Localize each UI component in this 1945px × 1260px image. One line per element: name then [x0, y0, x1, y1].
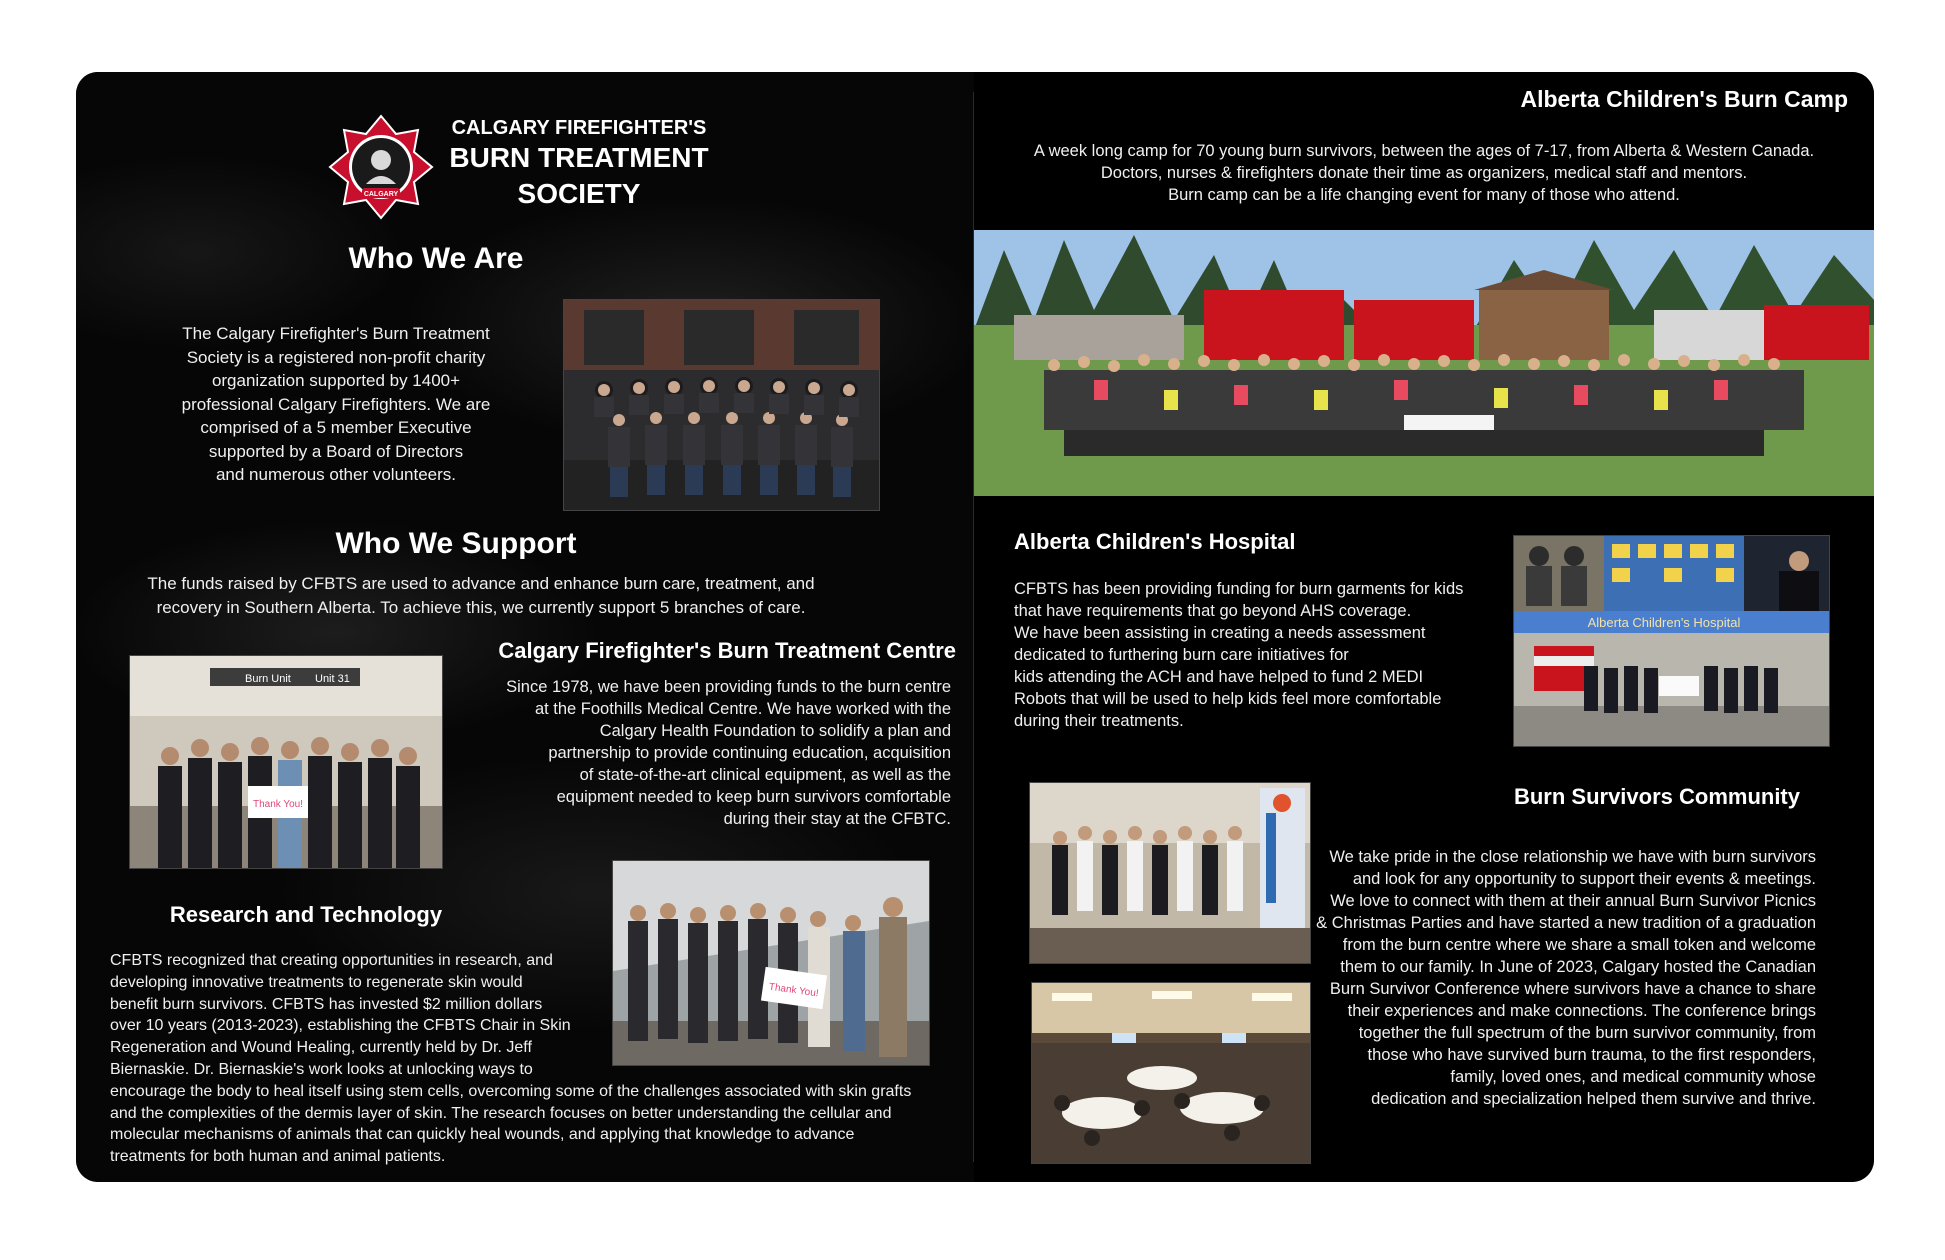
logo-badge-text: CALGARY — [363, 191, 399, 198]
burn-camp-group-photo — [974, 230, 1874, 496]
burn-camp-text: A week long camp for 70 young burn survivors, between the ages of 7-17, from Alberta & Western Canada. Doctors, nurses & firefighters donate their time as organizers, medical staff and mentors. Burn camp can be a life changing event for many of those who attend. — [1033, 142, 1815, 204]
treatment-centre-text: Since 1978, we have been providing funds to the burn centre at the Foothills Medical Centre. We have worked with the Calgary Health Foundation to solidify a plan and partnership to provide continuing education, acquisition of state-of-the-art clinical equipment, as well as the equipment needed to keep burn survivors comfortable during their stay at the CFBTC. — [506, 678, 951, 828]
brochure-spread — [76, 72, 1874, 1182]
hospital-heading: Alberta Children's Hospital — [1014, 529, 1296, 554]
burn-camp-heading: Alberta Children's Burn Camp — [1520, 86, 1848, 112]
community-heading: Burn Survivors Community — [1513, 784, 1800, 809]
research-text: CFBTS recognized that creating opportunities in research, and developing innovative treatments to regenerate skin would benefit burn survivors. CFBTS has invested $2 million dollars over 10 years (2013-2023), establishing the CFBTS Chair in Skin Regeneration and Wound Healing, currently held by Dr. Jeff Biernaskie. Dr. Biernaskie's work looks at unlocking ways to encourage the body to heal itself using stem cells, overcoming some of the challenges associated with skin grafts and the complexities of the dermis layer of skin. The research focuses on better understanding the cellular and molecular mechanisms of animals that can quickly heal wounds, and applying that knowledge to advance treatments for both human and animal patients. — [110, 952, 912, 1166]
thank-you-card-2: Thank You! — [768, 981, 820, 1000]
who-we-support-text: The funds raised by CFBTS are used to advance and enhance burn care, treatment, and recovery in Southern Alberta. To achieve this, we currently support 5 branches of care. — [147, 574, 815, 617]
burn-unit-sign-1: Burn Unit — [245, 673, 291, 685]
hospital-text: CFBTS has been providing funding for burn garments for kids that have requirements that go beyond AHS coverage. We have been assisting in creating a needs assessment dedicated to furthering burn care initiatives for kids attending the ACH and have helped to fund 2 MEDI Robots that will be used to help kids feel more comfortable during their treatments. — [1014, 580, 1464, 730]
maltese-cross-icon — [326, 112, 436, 222]
right-page — [974, 72, 1874, 1182]
executive-team-photo — [563, 299, 880, 511]
hospital-sign-text: Alberta Children's Hospital — [1587, 615, 1741, 630]
burn-unit-staff-photo — [129, 655, 443, 869]
conference-photo — [1031, 982, 1311, 1164]
logo-line-3: SOCIETY — [517, 178, 641, 209]
who-we-support-heading: Who We Support — [335, 527, 577, 560]
survivor-picnic-photo — [1029, 782, 1311, 964]
treatment-centre-heading: Calgary Firefighter's Burn Treatment Centre — [498, 638, 956, 663]
who-we-are-text: The Calgary Firefighter's Burn Treatment Society is a registered non-profit charity organization supported by 1400+ professional Calgary Firefighters. We are comprised of a 5 member Executive supported by a Board of Directors and numerous other volunteers. — [181, 324, 491, 484]
left-page — [76, 72, 974, 1182]
cfbts-logo — [326, 112, 436, 222]
burn-unit-sign-2: Unit 31 — [315, 673, 350, 685]
logo-line-1: CALGARY FIREFIGHTER'S — [451, 117, 707, 139]
who-we-are-heading: Who We Are — [348, 242, 524, 275]
research-heading: Research and Technology — [169, 902, 443, 927]
logo-line-2: BURN TREATMENT — [449, 142, 709, 173]
hospital-collage-photo — [1513, 535, 1830, 747]
community-text: We take pride in the close relationship we have with burn survivors and look for any opportunity to support their events & meetings. We love to connect with them at their annual Burn Survivor Picnics & Christmas Parties and have started a new tradition of a graduation from the burn centre where we share a small token and welcome them to our family. In June of 2023, Calgary hosted the Canadian Burn Survivor Conference where survivors have a chance to share their experiences and make connections. The conference brings together the full spectrum of the burn survivor community, from those who have survived burn trauma, to the first responders, family, loved ones, and medical community whose dedication and specialization helped them survive and thrive. — [1316, 848, 1816, 1108]
thank-you-card-1: Thank You! — [252, 799, 304, 810]
logo-wordmark — [444, 116, 714, 212]
